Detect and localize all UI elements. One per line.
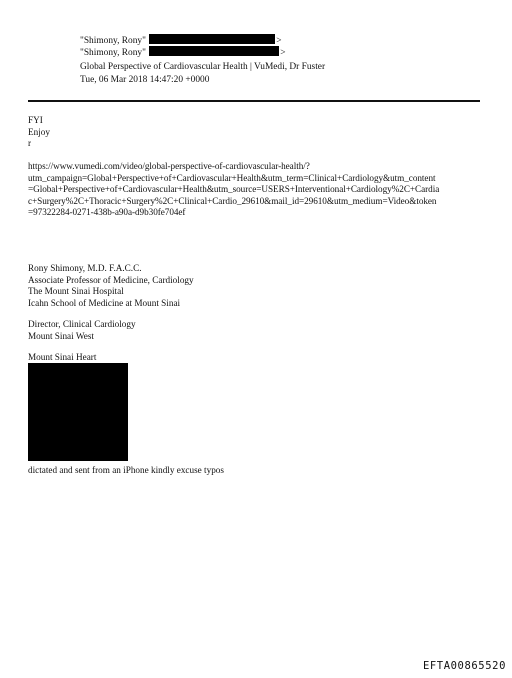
signature-block [28,263,488,309]
document-id: EFTA00865520 [422,660,506,672]
signature-block-3 [28,352,488,364]
from-close: > [276,36,282,46]
header-divider [28,100,480,102]
subject-value: Global Perspective of Cardiovascular Health | VuMedi, Dr Fuster [80,62,326,72]
url-line: c+Surgery%2C+Thoracic+Surgery%2C+Clinical+Cardio_29610&mail_id=29610&utm_medium=Video&token [28,195,437,206]
signature-block-2 [28,319,488,342]
url-line: =97322284-0271-438b-a90a-d9b30fe704ef [28,207,186,217]
to-value [80,46,286,60]
signature-line: Associate Professor of Medicine, Cardiology [28,274,194,285]
url-line: utm_campaign=Global+Perspective+of+Cardiovascular+Health&utm_term=Clinical+Cardiology&utm_content [28,172,436,183]
signature-line: Icahn School of Medicine at Mount Sinai [28,297,181,308]
to-email-redaction [149,46,279,56]
signature-line: Mount Sinai Heart [28,352,97,362]
to-name: "Shimony, Rony" [80,48,146,58]
to-close: > [280,48,286,58]
greeting-line: FYI [28,115,43,125]
closing-text: dictated and sent from an iPhone kindly excuse typos [28,465,224,475]
signature-line: The Mount Sinai Hospital [28,286,124,296]
from-name: "Shimony, Rony" [80,36,146,46]
signature-line: Director, Clinical Cardiology [28,319,136,329]
signature-line: Rony Shimony, M.D. F.A.C.C. [28,263,142,273]
closing-line [28,465,488,477]
redacted-image [28,363,128,461]
greeting-block [28,115,488,150]
url-line: https://www.vumedi.com/video/global-perspective-of-cardiovascular-health/? [28,161,310,171]
from-email-redaction [149,34,275,44]
greeting-line: r [28,138,32,148]
date-value: Tue, 06 Mar 2018 14:47:20 +0000 [80,75,210,85]
url-line: =Global+Perspective+of+Cardiovascular+Health&utm_source=USERS+Interventional+Cardiology%2C+Cardia [28,184,440,194]
signature-line: Mount Sinai West [28,330,94,341]
video-link[interactable] [28,161,488,219]
greeting-line: Enjoy [28,126,50,137]
